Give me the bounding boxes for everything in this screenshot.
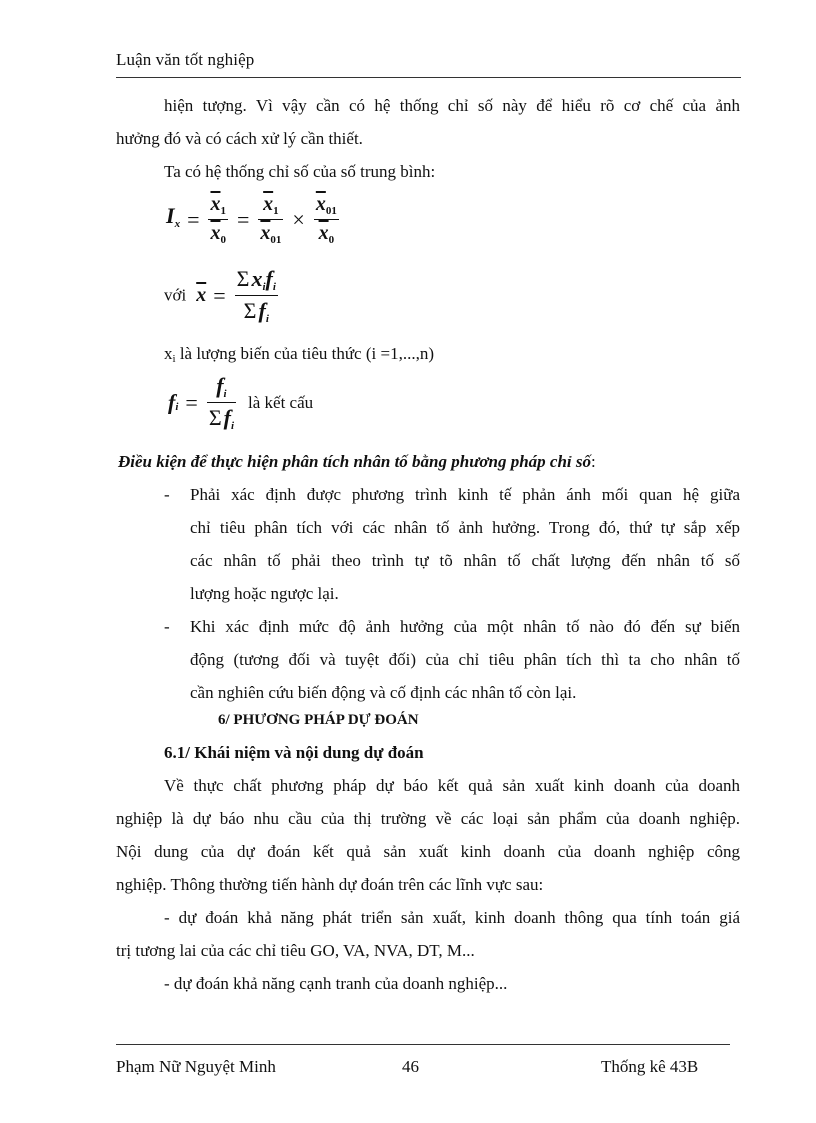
paragraph-line: hưởng đó và có cách xử lý cần thiết.	[116, 129, 363, 148]
bullet-line: cần nghiên cứu biến động và cố định các nhân tố còn lại.	[190, 683, 577, 702]
fraction-x01-over-x0: $\frac{\overline{x}_{01}}{\overline{x}_0}$	[315, 193, 337, 246]
paragraph-line: hiện tượng. Vì vậy cần có hệ thống chỉ số này để hiểu rõ cơ chế của ảnh	[164, 96, 740, 115]
bullet-line: Phải xác định được phương trình kinh tế phản ánh mối quan hệ giữa	[190, 485, 740, 504]
paragraph-line: nghiệp. Thông thường tiến hành dự đoán trên các lĩnh vực sau:	[116, 875, 544, 894]
list-item-line: - dự đoán khả năng cạnh tranh của doanh nghiệp...	[164, 974, 508, 993]
fraction-x1-over-x0: $\frac{\overline{x}_1}{\overline{x}_0}$	[210, 193, 226, 246]
paragraph-line: Nội dung của dự đoán kết quả sản xuất kinh doanh của doanh nghiệp công	[116, 842, 740, 861]
variable-definition: $x_i$ là lượng biến của tiêu thức (i =1,...,n)	[164, 344, 434, 365]
bullet-line: Khi xác định mức độ ảnh hưởng của một nhân tố nào đó đến sự biến	[190, 617, 740, 636]
bullet-line: động (tương đối và tuyệt đối) của chỉ tiêu phân tích thì ta cho nhân tố	[190, 650, 740, 669]
bullet-line: lượng hoặc ngược lại.	[190, 584, 339, 603]
footer-rule	[116, 1044, 730, 1045]
mean-formula: với $\overline{x}$ = $\frac{\Sigma x_if_i}{\Sigma f_i}$	[164, 266, 276, 325]
header-rule	[116, 77, 741, 78]
paragraph-line: nghiệp là dự báo nhu cầu của thị trường về các loại sản phẩm của doanh nghiệp.	[116, 809, 740, 828]
bullet-line: các nhân tố phải theo trình tự tõ nhân tố chất lượng đến nhân tố số	[190, 551, 740, 570]
fraction-x1-over-x01: $\frac{\overline{x}_1}{\overline{x}_{01}}$	[260, 193, 282, 246]
running-header: Luận văn tốt nghiệp	[116, 50, 255, 69]
section-heading-6-1: 6.1/ Khái niệm và nội dung dự đoán	[164, 743, 424, 762]
bullet-dash: -	[164, 485, 170, 504]
bullet-line: chỉ tiêu phân tích với các nhân tố ảnh hưởng. Trong đó, thứ tự sắp xếp	[190, 518, 740, 537]
fraction-fi-over-sum: $\frac{f_i}{\Sigma f_i}$	[208, 373, 235, 432]
section-heading-6: 6/ PHƯƠNG PHÁP DỰ ĐOÁN	[218, 712, 419, 728]
footer-author: Phạm Nữ Nguyệt Minh	[116, 1057, 276, 1076]
structure-formula: $f_i$ = $\frac{f_i}{\Sigma f_i}$ là kết cấu	[168, 373, 314, 432]
list-item-line: trị tương lai của các chỉ tiêu GO, VA, NVA, DT, M...	[116, 941, 475, 960]
list-item-line: - dự đoán khả năng phát triển sản xuất, kinh doanh thông qua tính toán giá	[164, 908, 740, 927]
page-number: 46	[402, 1057, 419, 1076]
index-system-formula: $I_x$ = $\frac{\overline{x}_1}{\overline{x}_0}$ = $\frac{\overline{x}_1}{\overline{x}_{01}}$ × $\frac{\overline{x}_{01}}{\overline{x}_0}$	[166, 193, 337, 246]
paragraph-line: Ta có hệ thống chỉ số của số trung bình:	[164, 162, 436, 181]
conditions-heading: Điều kiện để thực hiện phân tích nhân tố bằng phương pháp chỉ số:	[118, 452, 596, 471]
footer-class-code: Thống kê 43B	[601, 1057, 699, 1076]
paragraph-line: Về thực chất phương pháp dự báo kết quả sản xuất kinh doanh của doanh	[164, 776, 740, 795]
bullet-dash: -	[164, 617, 170, 636]
fraction-weighted-mean: $\frac{\Sigma x_if_i}{\Sigma f_i}$	[236, 266, 276, 325]
